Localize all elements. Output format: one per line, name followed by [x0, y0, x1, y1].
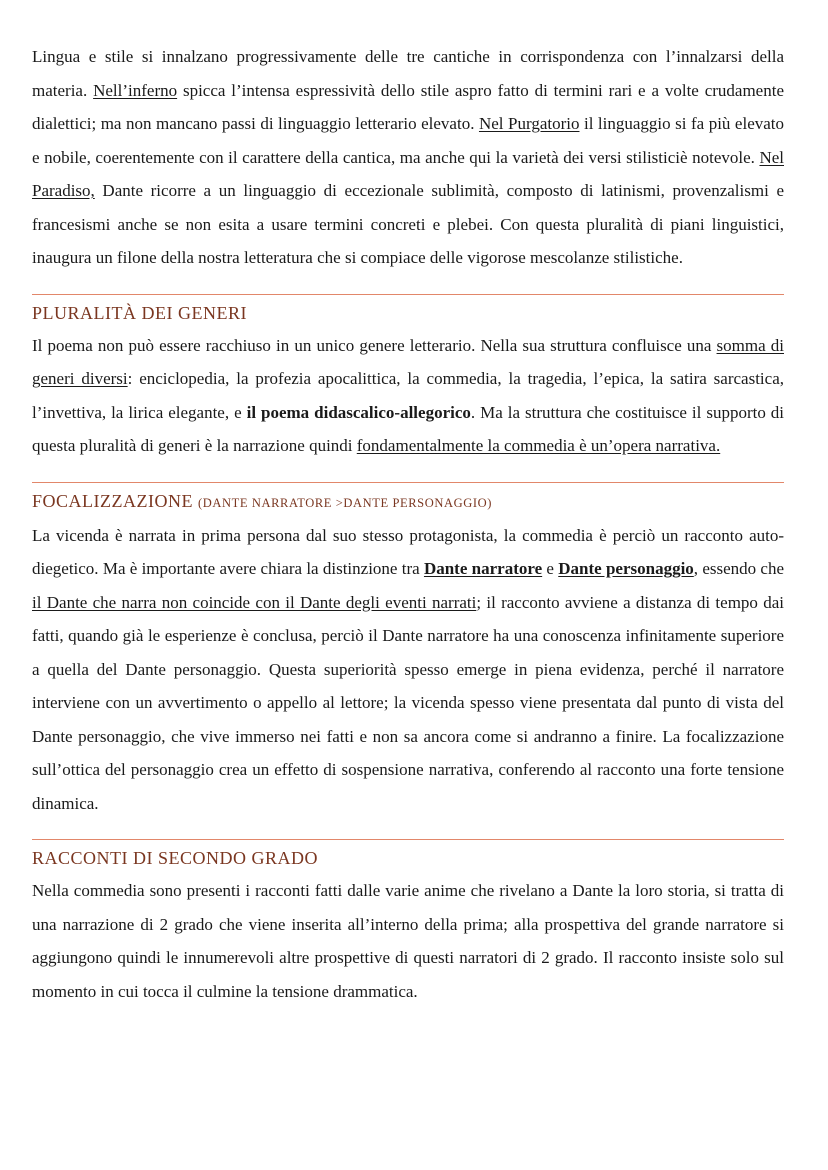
racconti-paragraph: Nella commedia sono presenti i racconti fatti dalle varie anime che rivelano a Dante la loro storia, si tratta di una narrazione di 2 grado che viene inserita all’interno della prima; alla prospettiva del grande narratore si aggiungono quindi le innumerevoli altre prospettive di questi narratori di 2 grado. Il racconto insiste solo sul momento in cui tocca il culmine la tensione drammatica. — [32, 881, 784, 1001]
purgatorio-underline: Nel Purgatorio — [478, 114, 580, 133]
focalizzazione-paragraph: La vicenda è narrata in prima persona dal suo stesso protagonista, la commedia è perciò un racconto auto-diegetico. Ma è importante avere chiara la distinzione tra Dante narratore e Dante personaggio, essendo che il Dante che narra non coincide con il Dante degli eventi narrati; il racconto avviene a distanza di tempo dai fatti, quando già le esperienze è conclusa, perciò il Dante narratore ha una conoscenza infinitamente superiore a quella del Dante personaggio. Questa superiorità spesso emerge in piena evidenza, perché il narratore interviene con un avvertimento o appello al lettore; la vicenda spesso viene presentata dal punto di vista del Dante personaggio, che vive immerso nei fatti e non sa ancora come si andranno a finire. La focalizzazione sull’ottica del personaggio crea un effetto di sospensione narrativa, conferendo al racconto una forte tensione dinamica. — [32, 525, 784, 813]
distinction-underline: il Dante che narra non coincide con il Dante degli eventi narrati — [32, 592, 477, 612]
section-heading-generi: PLURALITÀ DEI GENERI — [32, 302, 247, 323]
somma-generi-underline: somma di generi diversi — [32, 335, 784, 388]
dante-narratore-term: Dante narratore — [423, 559, 543, 578]
section-heading-racconti: RACCONTI DI SECONDO GRADO — [32, 848, 319, 868]
paradiso-underline: Nel Paradiso, — [32, 147, 784, 200]
section-heading-focalizzazione: FOCALIZZAZIONE (DANTE NARRATORE >DANTE PERSONAGGIO) — [32, 490, 493, 511]
section-divider — [32, 482, 784, 483]
section-subheading: (DANTE NARRATORE >DANTE PERSONAGGIO) — [197, 495, 493, 510]
section-divider — [32, 839, 784, 840]
intro-paragraph: Lingua e stile si innalzano progressivamente delle tre cantiche in corrispondenza con l’innalzarsi della materia. Nell’inferno spicca l’intensa espressività dello stile aspro fatto di termini rari e a volte crudamente dialettici; ma non mancano passi di linguaggio letterario elevato. Nel Purgatorio il linguaggio si fa più elevato e nobile, coerentemente con il carattere della cantica, ma anche qui la varietà dei versi stilisticiè notevole. Nel Paradiso, Dante ricorre a un linguaggio di eccezionale sublimità, composto di latinismi, provenzalismi e francesismi anche se non esita a usare termini concreti e plebei. Con questa pluralità di piani linguistici, inaugura un filone della nostra letteratura che si compiace delle vigorose mescolanze stilistiche. — [32, 47, 785, 267]
poema-bold: il poema didascalico-allegorico — [246, 402, 471, 422]
document-page — [32, 40, 784, 1008]
dante-personaggio-term: Dante personaggio — [558, 559, 694, 578]
inferno-underline: Nell’inferno — [93, 80, 178, 100]
narrativa-underline: fondamentalmente la commedia è un’opera narrativa. — [356, 436, 721, 455]
section-divider — [32, 294, 784, 295]
generi-paragraph: Il poema non può essere racchiuso in un unico genere letterario. Nella sua struttura confluisce una somma di generi diversi: enciclopedia, la profezia apocalittica, la commedia, la tragedia, l’epica, la satira sarcastica, l’invettiva, la lirica elegante, e il poema didascalico-allegorico. Ma la struttura che costituisce il supporto di questa pluralità di generi è la narrazione quindi fondamentalmente la commedia è un’opera narrativa. — [32, 335, 785, 455]
